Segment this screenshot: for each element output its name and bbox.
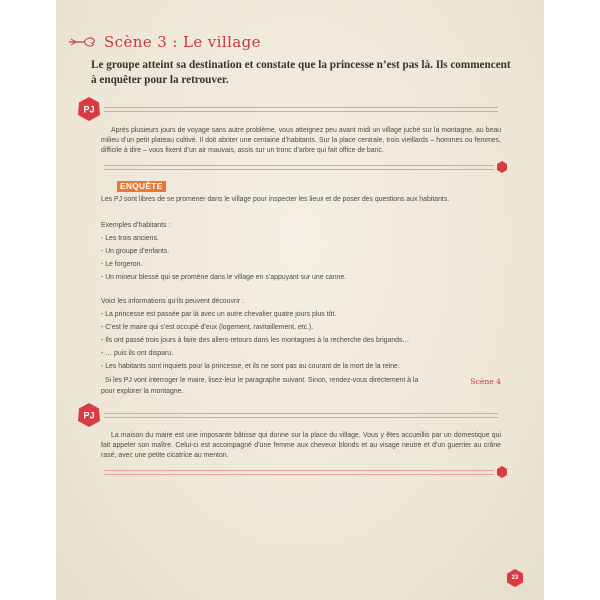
boxed-paragraph: Après plusieurs jours de voyage sans autre problème, vous atteignez peu avant midi un village juché sur la montagne, au beau milieu d’un petit plateau cultivé. Il doit abriter une centaine d’habitants. Sur la place centrale, trois vieillards – hommes ou femmes, difficile à dire – vous fixent d’un air mauvais, assis sur un tronc d’arbre qui fait office de banc. <box>101 127 501 155</box>
divider <box>104 413 498 418</box>
section2-text <box>101 431 501 462</box>
info-item: - … puis ils ont disparu. <box>101 350 173 357</box>
pj-badge-label: PJ <box>83 410 95 421</box>
example-item: - Un groupe d’enfants. <box>101 248 170 255</box>
divider <box>104 165 494 170</box>
page-number <box>506 569 524 587</box>
pj-badge-label: PJ <box>83 104 95 115</box>
example-item: - Le forgeron. <box>101 261 143 268</box>
boxed-paragraph: La maison du maire est une imposante bâtisse qui donne sur la place du village. Vous y êtes accueillis par un domestique qui fait appeler son maître. Celui-ci est accompagné d’une femme aux cheveux blonds et au visage neutre et d’un guerrier au crâne rasé, avec une petite cicatrice au menton. <box>101 432 501 460</box>
scene-4-link[interactable]: Scène 4 <box>470 377 501 386</box>
section1-text <box>101 126 501 157</box>
page-number-label: 23 <box>511 575 519 581</box>
enquete-tag: ENQUÊTE <box>117 181 166 192</box>
info-item: - Les habitants sont inquiets pour la princesse, et ils ne sont pas au courant de la mort de la reine. <box>101 363 400 370</box>
pj-badge <box>76 96 102 122</box>
gem-icon <box>496 466 508 478</box>
example-item: - Un mineur blessé qui se promène dans le village en s’appuyant sur une canne. <box>101 274 347 281</box>
scene-lead: Le groupe atteint sa destination et constate que la princesse n’est pas là. Ils commencent à enquêter pour la retrouver. <box>91 59 511 86</box>
scene-heading <box>68 32 261 52</box>
scene-title: Scène 3 : Le village <box>104 33 261 51</box>
pj-badge <box>76 402 102 428</box>
ornament-icon <box>68 36 98 48</box>
page <box>56 0 544 600</box>
divider <box>104 107 498 112</box>
infos-title: Voici les informations qu’ils peuvent découvrir : <box>101 298 244 305</box>
outro-text-end: pour explorer la montagne. <box>101 388 184 395</box>
info-item: - Ils ont passé trois jours à faire des allers-retours dans les montagnes à la recherche des brigands… <box>101 337 410 344</box>
info-item: - C’est le maire qui s’est occupé d’eux (logement, ravitaillement, etc.). <box>101 324 314 331</box>
info-item: - La princesse est passée par là avec un autre chevalier quatre jours plus tôt. <box>101 311 337 318</box>
example-item: - Les trois anciens. <box>101 235 159 242</box>
examples-title: Exemples d’habitants : <box>101 222 171 229</box>
gem-icon <box>496 161 508 173</box>
outro-text: Si les PJ vont interroger le maire, lisez-leur le paragraphe suivant. Sinon, rendez-vous directement à la <box>105 377 419 384</box>
enquete-intro: Les PJ sont libres de se promener dans le village pour inspecter les lieux et de poser des questions aux habitants. <box>101 196 450 203</box>
divider <box>104 470 494 475</box>
